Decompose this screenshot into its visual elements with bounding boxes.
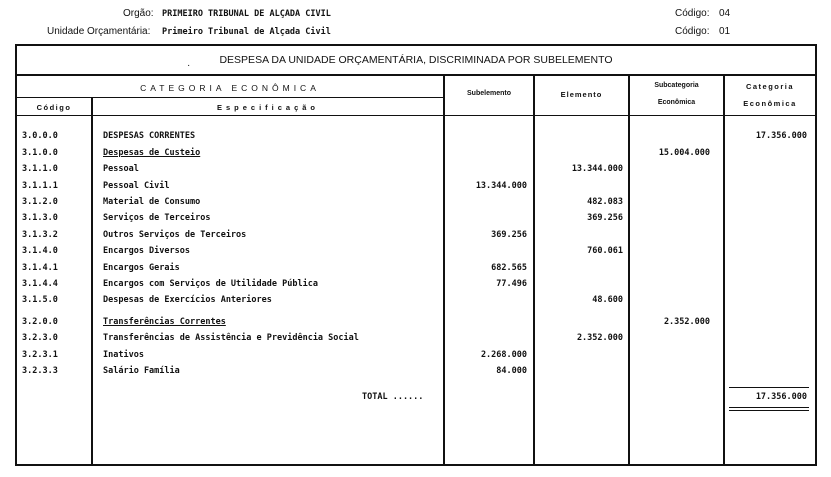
row-5-especificacao: Material de Consumo <box>103 197 201 207</box>
header-bottom-line <box>17 115 815 116</box>
row-8-especificacao: Encargos Diversos <box>103 246 190 256</box>
row-5-elemento: 482.083 <box>587 197 623 207</box>
row-7-especificacao: Outros Serviços de Terceiros <box>103 230 247 240</box>
header-subcategoria-2: Econômica <box>657 99 696 106</box>
despesa-table <box>15 44 817 466</box>
codigo-label-1: Código: <box>675 8 710 19</box>
row-8-codigo: 3.1.4.0 <box>22 246 58 256</box>
row-6-codigo: 3.1.3.0 <box>22 213 58 223</box>
row-14-codigo: 3.2.3.1 <box>22 350 58 360</box>
row-6-especificacao: Serviços de Terceiros <box>103 213 211 223</box>
col-divider-codigo <box>91 97 93 464</box>
row-4-codigo: 3.1.1.1 <box>22 181 58 191</box>
header-subelemento: Subelemento <box>467 90 511 97</box>
header-subcategoria-1: Subcategoria <box>654 82 699 89</box>
codigo-value-2: 01 <box>719 26 731 37</box>
row-2-especificacao: Despesas de Custeio <box>103 148 201 158</box>
col-divider-elemento <box>533 76 535 464</box>
header-mid-line <box>17 97 443 98</box>
header-categoria-2: Econômica <box>743 99 797 108</box>
row-14-subelemento: 2.268.000 <box>480 350 527 360</box>
header-categoria-1: Categoria <box>745 82 795 91</box>
row-12-especificacao: Transferências Correntes <box>103 317 226 327</box>
row-13-especificacao: Transferências de Assistência e Previdência Social <box>103 333 359 343</box>
header-codigo: Código <box>36 103 72 112</box>
unidade-value: Primeiro Tribunal de Alçada Civil <box>162 27 331 37</box>
row-1-especificacao: DESPESAS CORRENTES <box>103 131 196 141</box>
row-2-subcategoria: 15.004.000 <box>658 148 710 158</box>
row-3-codigo: 3.1.1.0 <box>22 164 58 174</box>
row-2-codigo: 3.1.0.0 <box>22 148 58 158</box>
col-divider-subcategoria <box>628 76 630 464</box>
row-11-especificacao: Despesas de Exercícios Anteriores <box>103 295 272 305</box>
total-double-line-2 <box>729 410 809 411</box>
row-8-elemento: 760.061 <box>587 246 623 256</box>
total-double-line-1 <box>729 407 809 408</box>
row-12-codigo: 3.2.0.0 <box>22 317 58 327</box>
row-5-codigo: 3.1.2.0 <box>22 197 58 207</box>
row-10-subelemento: 77.496 <box>496 279 527 289</box>
row-7-codigo: 3.1.3.2 <box>22 230 58 240</box>
orgao-value: PRIMEIRO TRIBUNAL DE ALÇADA CIVIL <box>162 9 331 19</box>
row-3-elemento: 13.344.000 <box>571 164 623 174</box>
row-13-elemento: 2.352.000 <box>576 333 623 343</box>
table-title: · DESPESA DA UNIDADE ORÇAMENTÁRIA, DISCRIMINADA POR SUBELEMENTO <box>17 46 815 76</box>
row-11-elemento: 48.600 <box>592 295 623 305</box>
row-13-codigo: 3.2.3.0 <box>22 333 58 343</box>
row-10-especificacao: Encargos com Serviços de Utilidade Pública <box>103 279 318 289</box>
header-categoria-economica: CATEGORIA ECONÔMICA <box>140 83 320 93</box>
row-15-codigo: 3.2.3.3 <box>22 366 58 376</box>
row-12-subcategoria: 2.352.000 <box>663 317 710 327</box>
row-6-elemento: 369.256 <box>587 213 623 223</box>
row-14-especificacao: Inativos <box>103 350 144 360</box>
row-9-especificacao: Encargos Gerais <box>103 263 180 273</box>
row-4-subelemento: 13.344.000 <box>475 181 527 191</box>
row-15-subelemento: 84.000 <box>496 366 527 376</box>
total-top-line <box>729 387 809 388</box>
unidade-label: Unidade Orçamentária: <box>47 26 151 37</box>
row-7-subelemento: 369.256 <box>491 230 527 240</box>
row-15-especificacao: Salário Família <box>103 366 180 376</box>
row-11-codigo: 3.1.5.0 <box>22 295 58 305</box>
row-1-categoria: 17.356.000 <box>755 131 807 141</box>
table-title-text: DESPESA DA UNIDADE ORÇAMENTÁRIA, DISCRIMINADA POR SUBELEMENTO <box>219 54 613 66</box>
total-value: 17.356.000 <box>755 392 807 402</box>
row-9-codigo: 3.1.4.1 <box>22 263 58 273</box>
header-especificacao: Especificação <box>216 103 320 112</box>
row-4-especificacao: Pessoal Civil <box>103 181 170 191</box>
orgao-label: Orgão: <box>123 8 154 19</box>
row-9-subelemento: 682.565 <box>491 263 527 273</box>
row-10-codigo: 3.1.4.4 <box>22 279 58 289</box>
codigo-value-1: 04 <box>719 8 731 19</box>
row-3-especificacao: Pessoal <box>103 164 139 174</box>
header-elemento: Elemento <box>560 90 603 99</box>
total-label: TOTAL ...... <box>362 392 424 402</box>
row-1-codigo: 3.0.0.0 <box>22 131 58 141</box>
codigo-label-2: Código: <box>675 26 710 37</box>
